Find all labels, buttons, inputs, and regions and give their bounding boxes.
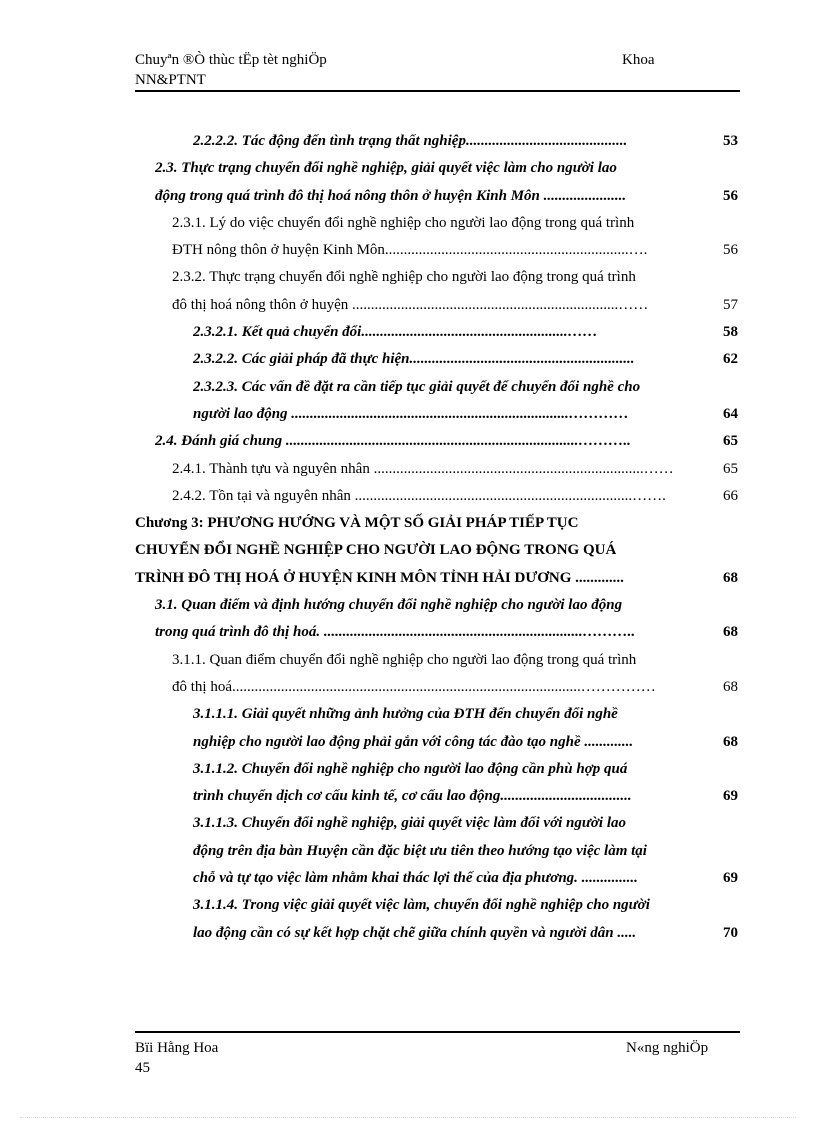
- toc-page-number: 53: [723, 133, 738, 149]
- toc-line: [0, 456, 816, 483]
- toc-line: [0, 319, 816, 346]
- toc-line: [0, 619, 816, 646]
- toc-page-number: 68: [723, 569, 738, 586]
- toc-line: [0, 729, 816, 756]
- toc-entry-text: 3.1.1.4. Trong việc giải quyết việc làm, chuyển đổi nghề nghiệp cho người: [193, 897, 650, 914]
- header-left-line2: NN&PTNT: [135, 72, 206, 88]
- toc-page-number: 68: [723, 733, 738, 750]
- toc-page-number: 57: [723, 296, 738, 313]
- toc-entry-text: đô thị hoá.............................................................................................……………: [172, 678, 656, 695]
- toc-entry-text: nghiệp cho người lao động phải gắn với công tác đào tạo nghề .............: [193, 733, 634, 750]
- toc-entry-text: 3.1. Quan điểm và định hướng chuyển đổi nghề nghiệp cho người lao động: [155, 597, 623, 614]
- toc-line: [0, 128, 816, 155]
- toc-entry-text: 3.1.1.3. Chuyển đổi nghề nghiệp, giải quyết việc làm đối với người lao: [193, 815, 627, 832]
- toc-line: [0, 346, 816, 373]
- toc-entry-text: chỗ và tự tạo việc làm nhằm khai thác lợi thế của địa phương. ...............: [193, 870, 638, 887]
- toc-entry-text: CHUYỂN ĐỔI NGHỀ NGHIỆP CHO NGƯỜI LAO ĐỘNG TRONG QUÁ: [135, 542, 617, 559]
- toc-line: [0, 183, 816, 210]
- toc-entry-text: 3.1.1. Quan điểm chuyển đổi nghề nghiệp cho người lao động trong quá trình: [172, 651, 637, 668]
- toc-page-number: 70: [723, 924, 738, 941]
- toc-page-number: 58: [723, 324, 738, 341]
- toc-page-number: 64: [723, 405, 738, 422]
- toc-entry-text: trình chuyển dịch cơ cấu kinh tế, cơ cấu lao động...................................: [193, 788, 632, 805]
- toc-line: [0, 374, 816, 401]
- toc-entry-text: lao động cần có sự kết hợp chặt chẽ giữa chính quyền và người dân .....: [193, 924, 637, 941]
- toc-entry-text: 2.3. Thực trạng chuyển đổi nghề nghiệp, giải quyết việc làm cho người lao: [155, 160, 617, 177]
- toc-entry-text: 2.3.2.3. Các vấn đề đặt ra cần tiếp tục giải quyết để chuyển đổi nghề cho: [193, 378, 641, 395]
- toc-line: [0, 510, 816, 537]
- toc-line: [0, 783, 816, 810]
- toc-line: [0, 537, 816, 564]
- toc-line: [0, 756, 816, 783]
- toc-line: [0, 647, 816, 674]
- toc-line: [0, 920, 816, 947]
- toc-entry-text: ĐTH nông thôn ở huyện Kinh Môn.................................................................….: [172, 242, 648, 259]
- toc-entry-text: 2.3.2. Thực trạng chuyển đổi nghề nghiệp cho người lao động trong quá trình: [172, 269, 636, 286]
- toc-line: [0, 210, 816, 237]
- toc-line: [0, 592, 816, 619]
- toc-line: [0, 237, 816, 264]
- toc-line: [0, 838, 816, 865]
- toc-line: [0, 483, 816, 510]
- toc-page-number: 65: [723, 460, 738, 477]
- toc-entry-text: TRÌNH ĐÔ THỊ HOÁ Ở HUYỆN KINH MÔN TỈNH HẢI DƯƠNG .............: [135, 569, 624, 586]
- toc-line: [0, 892, 816, 919]
- toc-entry-text: 2.2.2.2. Tác động đến tình trạng thất nghiệp...........................................: [193, 133, 628, 149]
- toc-line: [0, 401, 816, 428]
- toc-entry-text: 3.1.1.2. Chuyển đổi nghề nghiệp cho người lao động cần phù hợp quá: [193, 760, 628, 777]
- header-right: Khoa: [622, 52, 655, 68]
- toc-line: [0, 674, 816, 701]
- toc-entry-text: 2.4. Đánh giá chung ..............................................................................………..: [155, 433, 631, 450]
- toc-entry-text: 2.4.2. Tồn tại và nguyên nhân ..........................................................................…….: [172, 487, 666, 504]
- toc-line: [0, 701, 816, 728]
- toc-page-number: 66: [723, 487, 738, 504]
- toc-page-number: 56: [723, 242, 738, 259]
- toc-entry-text: động trong quá trình đô thị hoá nông thôn ở huyện Kinh Môn ......................: [155, 187, 627, 204]
- toc-line: [0, 810, 816, 837]
- toc-line: [0, 428, 816, 455]
- table-of-contents: [0, 128, 816, 947]
- toc-entry-text: 2.4.1. Thành tựu và nguyên nhân ........................................................................……: [172, 460, 674, 477]
- toc-page-number: 65: [723, 433, 738, 450]
- page-edge-dots: [20, 1117, 796, 1118]
- toc-line: [0, 264, 816, 291]
- toc-page-number: 69: [723, 870, 738, 887]
- footer-author: Bïi Hằng Hoa: [135, 1040, 219, 1056]
- toc-page-number: 68: [723, 624, 738, 641]
- toc-entry-text: 2.3.2.2. Các giải pháp đã thực hiện............................................................: [193, 351, 635, 368]
- footer-rule: [135, 1031, 740, 1033]
- toc-entry-text: động trên địa bàn Huyện cần đặc biệt ưu tiên theo hướng tạo việc làm tại: [193, 842, 647, 859]
- toc-page-number: 56: [723, 187, 738, 204]
- toc-page-number: 69: [723, 788, 738, 805]
- toc-entry-text: 2.3.1. Lý do việc chuyển đổi nghề nghiệp cho người lao động trong quá trình: [172, 214, 635, 231]
- toc-entry-text: trong quá trình đô thị hoá. .....................................................................………..: [155, 624, 636, 641]
- toc-entry-text: đô thị hoá nông thôn ở huyện .......................................................................……: [172, 296, 649, 313]
- footer-department: N«ng nghiÖp: [626, 1040, 709, 1056]
- toc-page-number: 68: [723, 678, 738, 695]
- toc-entry-text: 2.3.2.1. Kết quả chuyển đổi.......................................................……: [193, 324, 598, 341]
- header-rule: [135, 90, 740, 92]
- header-left-line1: Chuyªn ®Ò thùc tËp tèt nghiÖp: [135, 52, 327, 68]
- toc-entry-text: người lao động ..........................................................................…………: [193, 405, 629, 422]
- toc-page-number: 62: [723, 351, 738, 368]
- toc-line: [0, 865, 816, 892]
- toc-line: [0, 155, 816, 182]
- toc-line: [0, 565, 816, 592]
- toc-line: [0, 292, 816, 319]
- toc-entry-text: 3.1.1.1. Giải quyết những ảnh hưởng của ĐTH đến chuyển đổi nghề: [193, 706, 618, 723]
- toc-entry-text: Chương 3: PHƯƠNG HƯỚNG VÀ MỘT SỐ GIẢI PHÁP TIẾP TỤC: [135, 515, 579, 532]
- footer-page-number: 45: [135, 1060, 150, 1076]
